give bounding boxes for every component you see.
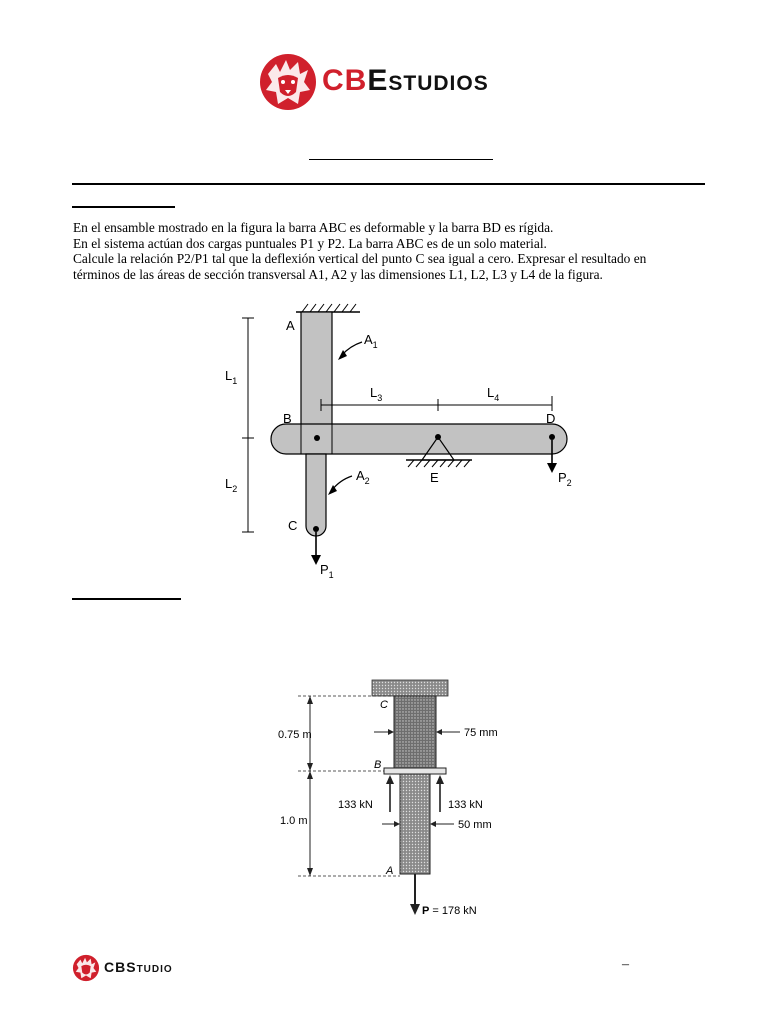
diameter-top: 75 mm (464, 727, 498, 739)
problem-statement (73, 220, 723, 282)
title-underline (309, 159, 493, 160)
problem-label-underline (72, 206, 175, 208)
page-mark: – (622, 957, 629, 972)
label-l2: $L_2$ (225, 476, 238, 494)
label-a1: $A_1$ (364, 332, 378, 350)
load-left: 133 kN (338, 799, 373, 811)
figure-bar-assembly (210, 300, 590, 590)
label-c: C (288, 518, 298, 533)
problem-line: términos de las áreas de sección transversal A1, A2 y las dimensiones L1, L2, L3 y L4 de la figura. (73, 266, 603, 282)
load-p: P = 178 kN (422, 905, 477, 917)
label-d: D (546, 411, 556, 426)
section-divider (72, 183, 705, 185)
header-logo (258, 52, 550, 112)
second-problem-underline (72, 598, 181, 600)
label-a: A (286, 318, 295, 333)
label-a2: $A_2$ (356, 468, 370, 486)
rod-label-c: C (380, 699, 388, 711)
problem-line: Calcule la relación P2/P1 tal que la deflexión vertical del punto C sea igual a cero. Expresar el resultado en (73, 251, 647, 267)
problem-line: En el ensamble mostrado en la figura la barra ABC es deformable y la barra BD es rígida. (73, 220, 554, 235)
label-b: B (283, 411, 292, 426)
logo-cb: CB (322, 64, 368, 97)
footer-logo (72, 953, 202, 983)
footer-logo-brand: Studio (126, 959, 173, 975)
label-l3: $L_3$ (370, 385, 383, 403)
lion-head-icon (258, 52, 318, 112)
label-e: E (430, 470, 439, 485)
label-l4: $L_4$ (487, 385, 500, 403)
label-l1: $L_1$ (225, 368, 238, 386)
length-top: 0.75 m (278, 729, 312, 741)
rod-label-a: A (386, 865, 394, 877)
length-bottom: 1.0 m (280, 815, 308, 827)
figure-stepped-rod (270, 672, 530, 922)
label-p1: $P_1$ (320, 562, 334, 580)
load-right: 133 kN (448, 799, 483, 811)
lion-head-icon (72, 954, 100, 982)
label-p2: $P_2$ (558, 470, 572, 488)
diameter-bottom: 50 mm (458, 819, 492, 831)
footer-logo-cb: CB (104, 959, 127, 975)
rod-label-b: B (374, 759, 382, 771)
problem-line: En el sistema actúan dos cargas puntuales P1 y P2. La barra ABC es de un solo material. (73, 235, 547, 251)
logo-brand: Estudios (367, 64, 489, 97)
